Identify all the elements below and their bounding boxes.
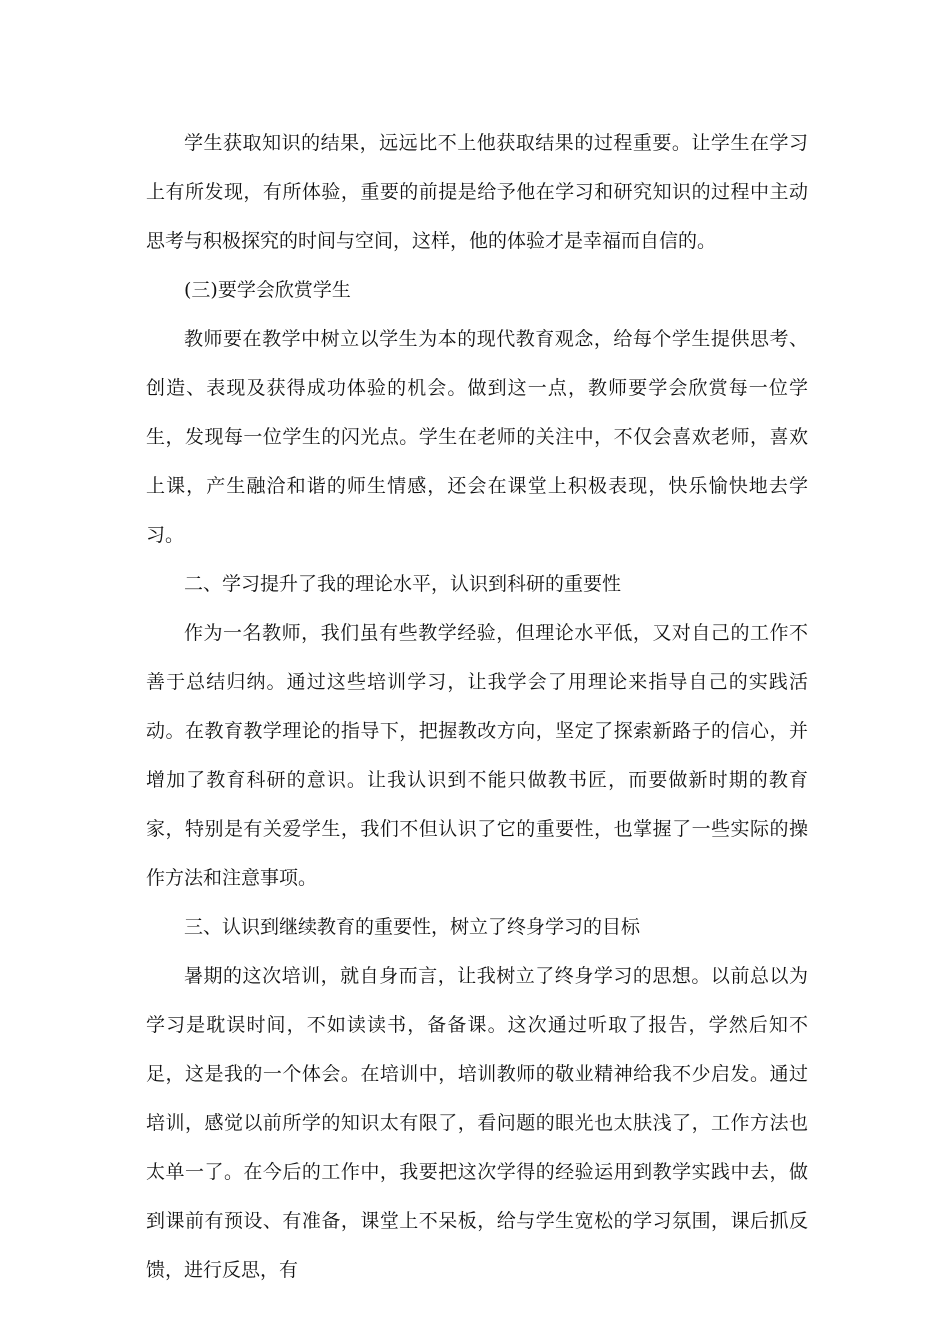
document-body [146,119,808,1295]
paragraph-theory-level: 作为一名教师，我们虽有些教学经验，但理论水平低，又对自己的工作不善于总结归纳。通过这些培训学习，让我学会了用理论来指导自己的实践活动。在教育教学理论的指导下，把握教改方向，坚定了探索新路子的信心，并增加了教育科研的意识。让我认识到不能只做教书匠，而要做新时期的教育家，特别是有关爱学生，我们不但认识了它的重要性，也掌握了一些实际的操作方法和注意事项。 [146,622,808,889]
heading-appreciate-students: (三)要学会欣赏学生 [184,279,351,301]
heading-continuing-education: 三、认识到继续教育的重要性，树立了终身学习的目标 [184,916,641,938]
heading-theory-level: 二、学习提升了我的理论水平，认识到科研的重要性 [184,573,622,595]
paragraph-continuing-education: 暑期的这次培训，就自身而言，让我树立了终身学习的思想。以前总以为学习是耽误时间，不如读读书，备备课。这次通过听取了报告，学然后知不足，这是我的一个体会。在培训中，培训教师的敬业精神给我不少启发。通过培训，感觉以前所学的知识太有限了，看问题的眼光也太肤浅了，工作方法也太单一了。在今后的工作中，我要把这次学得的经验运用到教学实践中去，做到课前有预设、有准备，课堂上不呆板，给与学生宽松的学习氛围，课后抓反馈，进行反思，有 [146,965,808,1281]
paragraph-appreciate-students: 教师要在教学中树立以学生为本的现代教育观念，给每个学生提供思考、创造、表现及获得成功体验的机会。做到这一点，教师要学会欣赏每一位学生，发现每一位学生的闪光点。学生在老师的关注中，不仅会喜欢老师，喜欢上课，产生融洽和谐的师生情感，还会在课堂上积极表现，快乐愉快地去学习。 [146,328,808,546]
paragraph-learning-process: 学生获取知识的结果，远远比不上他获取结果的过程重要。让学生在学习上有所发现，有所体验，重要的前提是给予他在学习和研究知识的过程中主动思考与积极探究的时间与空间，这样，他的体验才是幸福而自信的。 [146,132,808,252]
